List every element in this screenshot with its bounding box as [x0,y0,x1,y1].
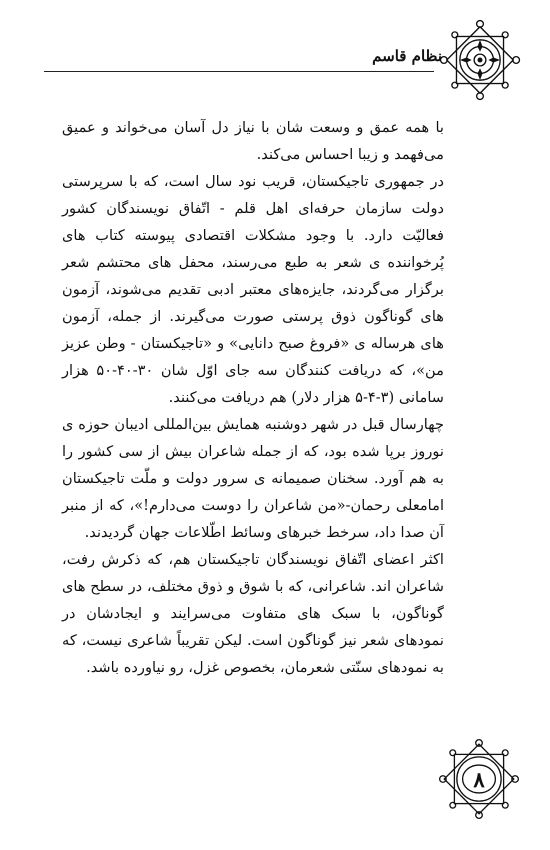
running-header-title: نظام قاسم [372,47,442,65]
body-text [62,114,444,681]
paragraph: چهارسال قبل در شهر دوشنبه همایش بین‌المللی ادیبان حوزه ی نوروز برپا شده بود، که از جمله شاعران بیش از سی کشور را به هم آورد. سخنان صمیمانه ی سرور دولت و ملّت تاجیکستان امامعلی رحمان-«من شاعران را دوست می‌دارم!»، که از منبر آن صدا داد، سرخط خبرهای وسائط اطّلاعات جهان گردیدند. [62,416,444,541]
page-number: ۸ [473,767,485,792]
paragraph: در جمهوری تاجیکستان، قریب نود سال است، که با سرپرستی دولت سازمان حرفه‌ای اهل قلم - اتّفاق نویسندگان کشور فعالیّت دارد. با وجود مشکلات اقتصادی پیوسته کتاب های پُرخواننده ی شعر به طبع می‌رسند، محفل های محتشم شعر برگزار می‌گردند، جایزه‌های معتبر ادبی تقدیم می‌شوند، آزمون های گوناگون ذوق پرستی صورت می‌گیرند. از جمله، آزمون های هرساله ی «فروغ صبح دانایی» و «تاجیکستان - وطن عزیز من»، که دریافت کنندگان سه جای اوّل شان ۳۰-۴۰-۵۰ هزار سامانی (۳-۴-۵ هزار دلار) هم دریافت می‌کنند. [62,173,444,406]
paragraph: با همه عمق و وسعت شان با نیاز دل آسان می‌خواند و عمیق می‌فهمد و زیبا احساس می‌کند. [62,119,444,163]
paragraph: اکثر اعضای اتّفاق نویسندگان تاجیکستان هم، که ذکرش رفت، شاعران اند. شاعرانی، که با شوق و ذوق مختلف، در سطح های گوناگون، با سبک های متفاوت می‌سرایند و ایجادشان در نمودهای شعر نیز گوناگون است. لیکن تقریباً شاعری نیست، که به نمودهای سنّتی شعرمان، بخصوص غزل، رو نیاورده باشد. [62,551,444,676]
header-rule [44,71,434,72]
ornament-top-rosette [438,18,522,102]
